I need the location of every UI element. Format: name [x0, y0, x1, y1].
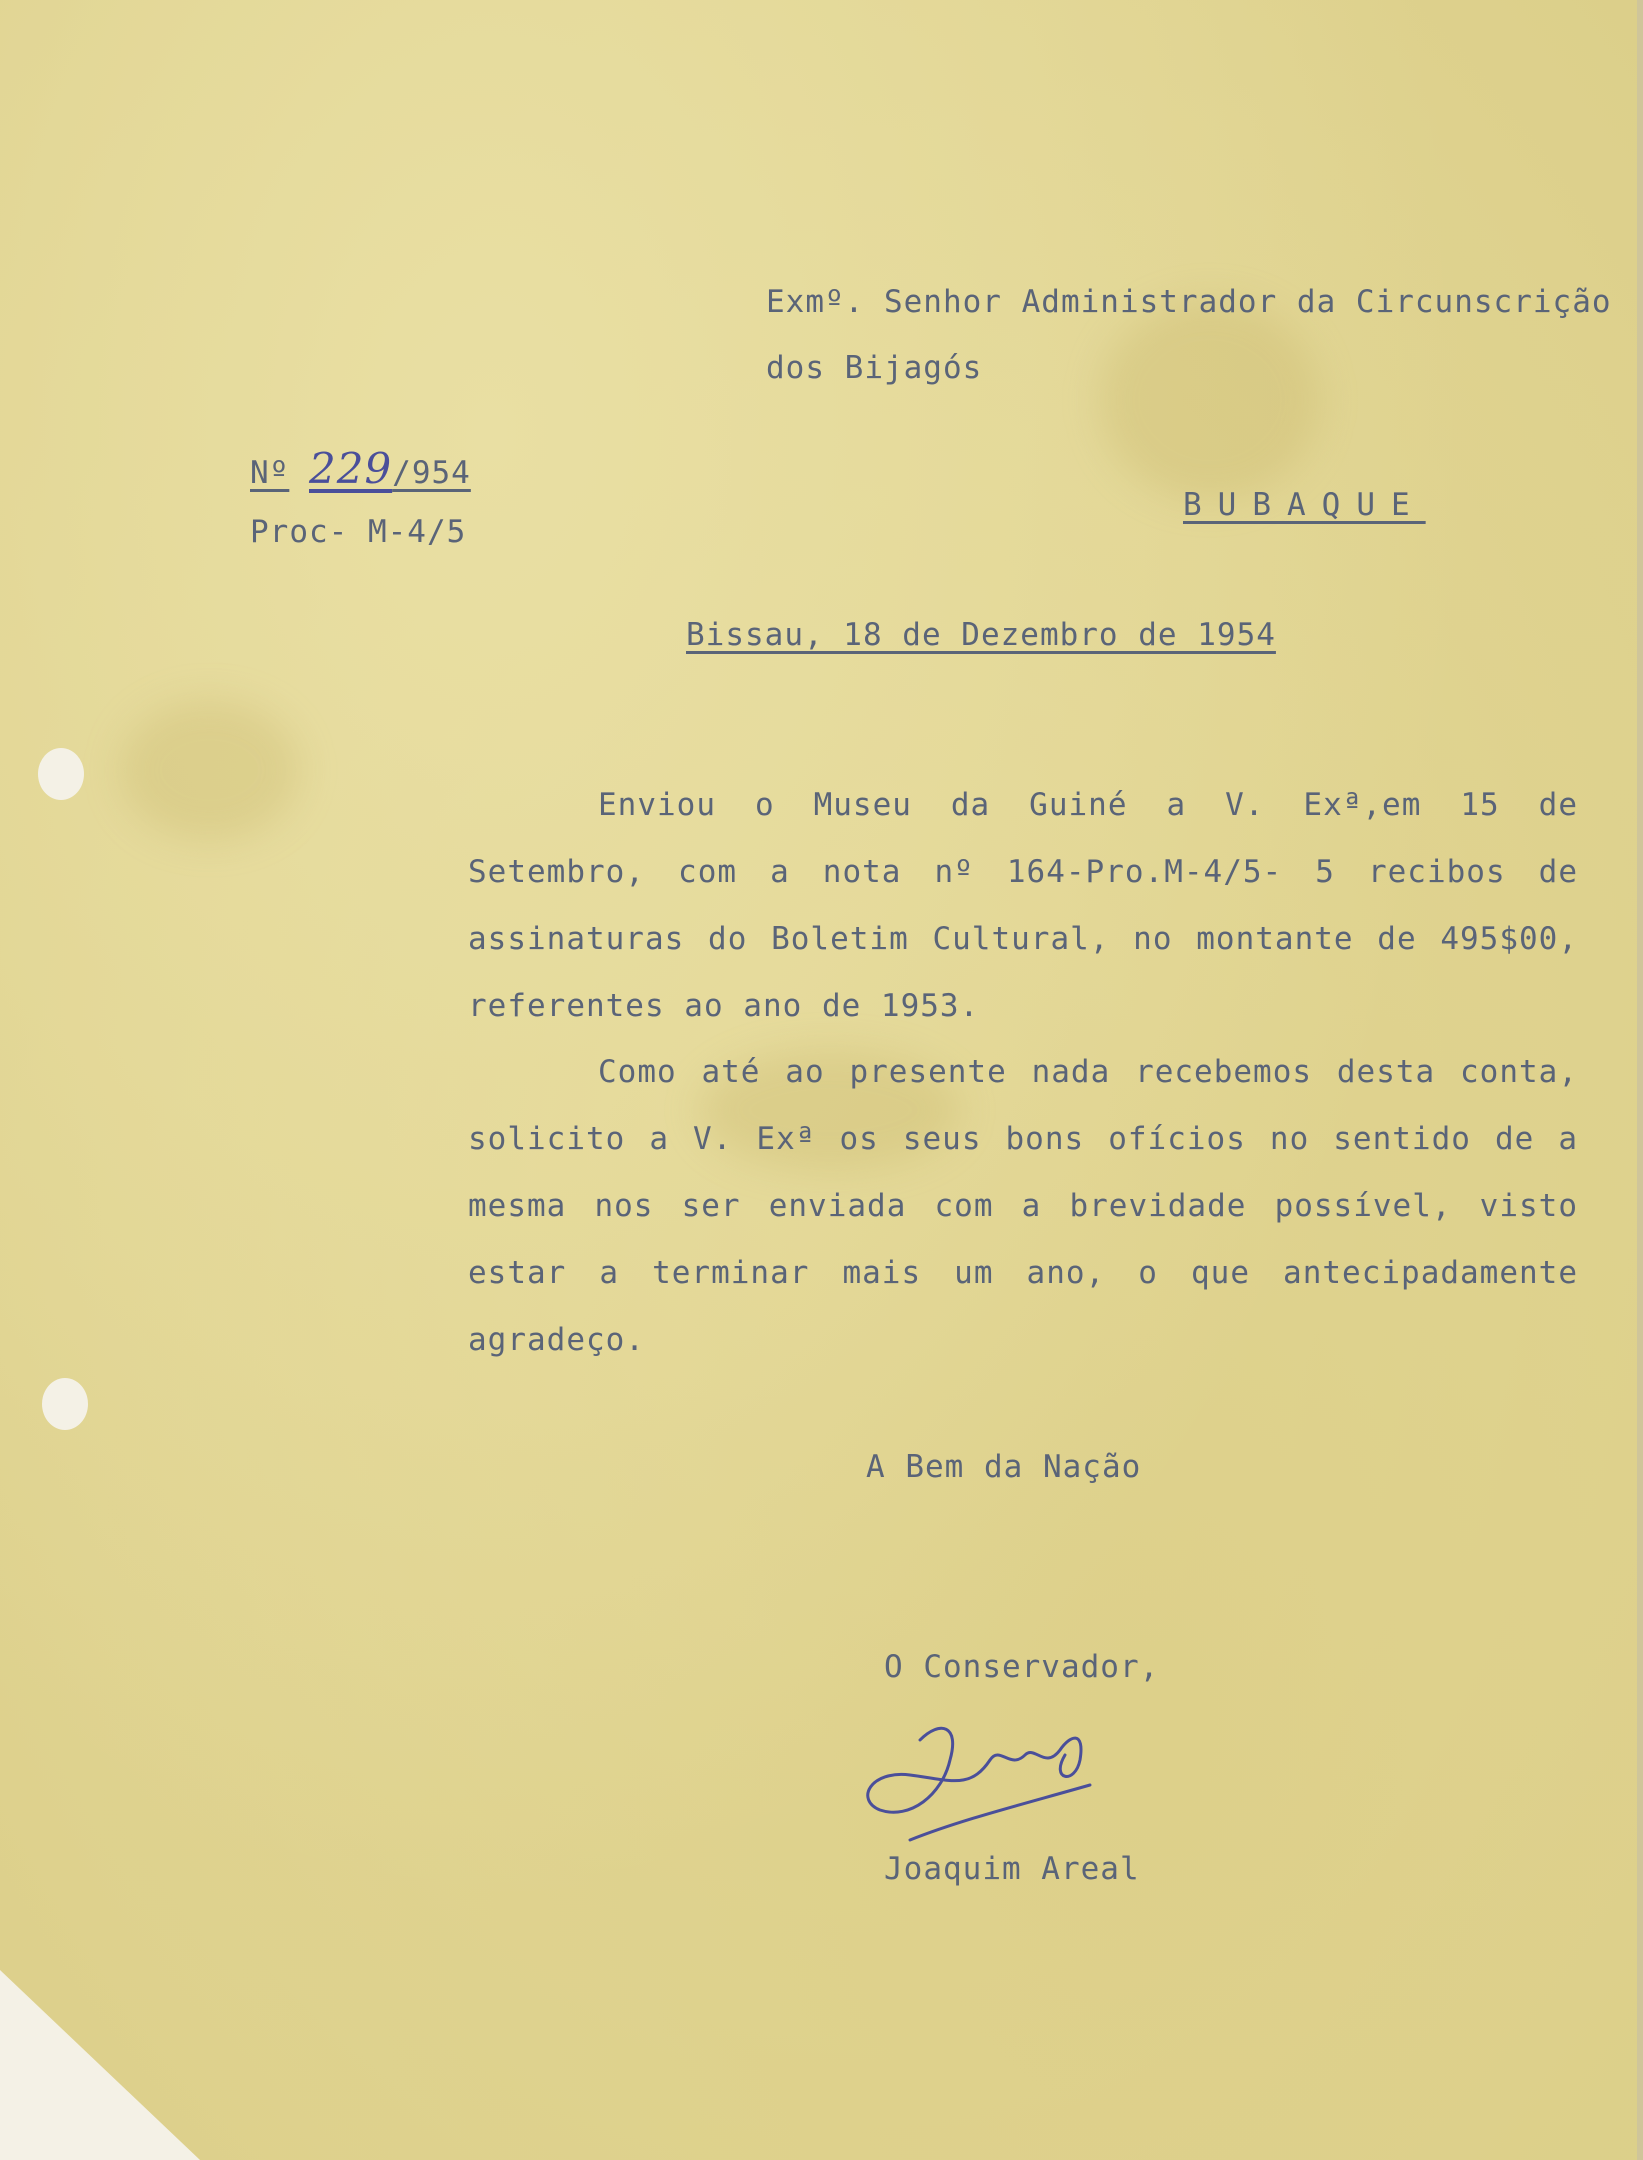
- process-number: Proc- M-4/5: [250, 514, 467, 550]
- reference-number: [250, 444, 471, 493]
- destination: BUBAQUE: [1183, 487, 1426, 523]
- paper-stain: [120, 700, 300, 840]
- paragraph-2: Como até ao presente nada recebemos desta conta, solicito a V. Exª os seus bons ofícios no sentido de a mesma nos ser enviada com a brevidade possível, visto estar a terminar mais um ano, o que antecipadamente agradeço.: [468, 1054, 1578, 1358]
- recipient-line-2: dos Bijagós: [766, 350, 983, 386]
- reference-prefix: Nº: [250, 455, 290, 491]
- signatory-title: O Conservador,: [884, 1649, 1160, 1685]
- punch-hole: [38, 748, 84, 800]
- punch-hole: [42, 1378, 88, 1430]
- date-line: Bissau, 18 de Dezembro de 1954: [686, 617, 1276, 653]
- signatory-name: Joaquim Areal: [884, 1851, 1140, 1887]
- recipient-line-1: Exmº. Senhor Administrador da Circunscrição: [766, 284, 1612, 320]
- reference-number-handwritten: 229: [309, 444, 393, 493]
- closing-salutation: A Bem da Nação: [866, 1449, 1142, 1485]
- paper-stain: [1100, 300, 1320, 500]
- torn-corner: [0, 1970, 200, 2160]
- paragraph-1: Enviou o Museu da Guiné a V. Exª,em 15 de Setembro, com a nota nº 164-Pro.M-4/5- 5 recibos de assinaturas do Boletim Cultural, no montante de 495$00, referentes ao ano de 1953.: [468, 787, 1578, 1024]
- reference-year: /954: [392, 455, 471, 491]
- signature: [850, 1700, 1120, 1854]
